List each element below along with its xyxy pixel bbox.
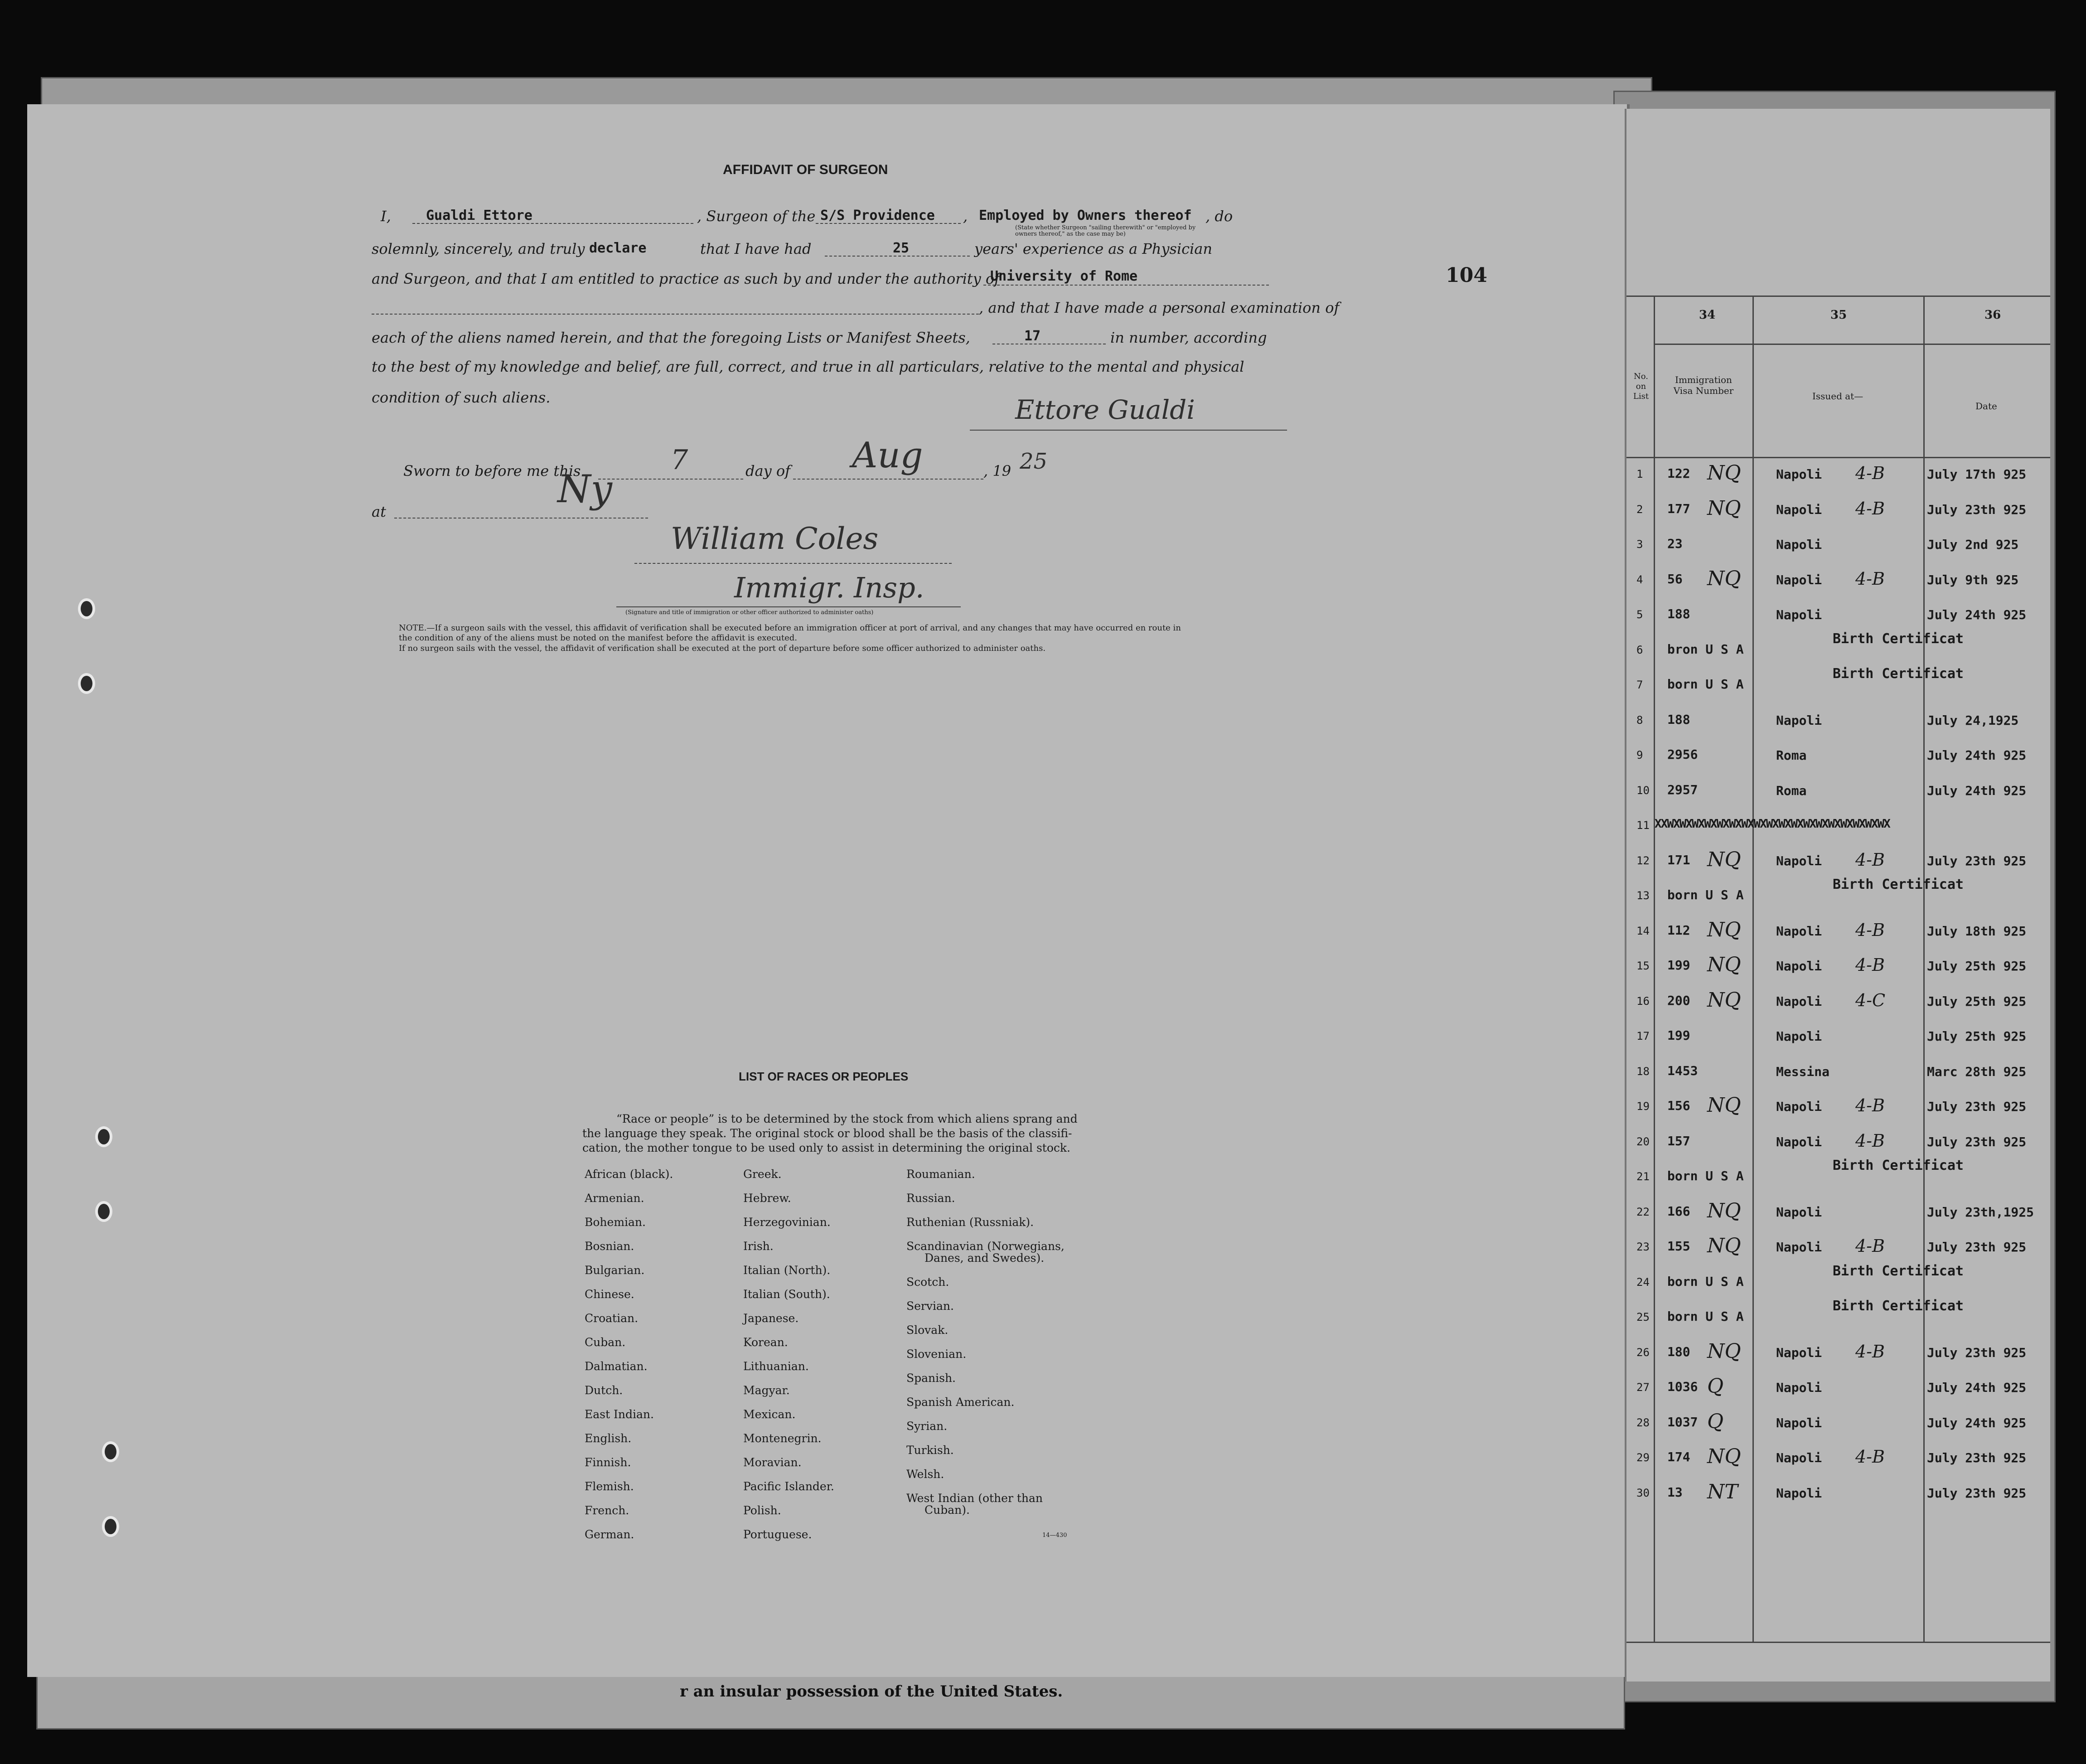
race-entry: Cuban). — [924, 1503, 970, 1517]
visa-number: 188 — [1667, 606, 1690, 621]
birth-certificate: Birth Certificat — [1833, 1158, 1964, 1173]
race-entry: Italian (North). — [743, 1264, 831, 1277]
sworn-text-a: Sworn to before me this — [403, 462, 581, 480]
visa-date: July 23th,1925 — [1927, 1204, 2034, 1220]
issued-mark: 4-B — [1855, 955, 1885, 975]
row-number: 4 — [1636, 573, 1643, 586]
birth-certificate: Birth Certificat — [1833, 630, 1964, 647]
visa-date: July 23th 925 — [1927, 1099, 2027, 1114]
manifest-top-rule — [1626, 296, 2050, 297]
visa-number: 166 — [1667, 1203, 1690, 1219]
officer-signature: William Coles — [671, 521, 879, 556]
manifest-page — [1625, 109, 2050, 1682]
race-entry: Croatian. — [585, 1312, 639, 1325]
issued-mark: 4-B — [1855, 498, 1885, 519]
race-entry: German. — [585, 1528, 634, 1541]
visa-number: 199 — [1667, 1028, 1690, 1043]
visa-date: July 24,1925 — [1927, 712, 2019, 728]
row-number: 3 — [1636, 538, 1643, 551]
col-number-34: 34 — [1699, 308, 1716, 322]
sworn-text-b: day of — [745, 462, 790, 480]
affidavit-line3: and Surgeon, and that I am entitled to practice as such by and under the authority of — [372, 270, 1000, 287]
surgeon-signature: Ettore Gualdi — [1015, 394, 1195, 425]
visa-number: 122 — [1667, 466, 1690, 481]
race-entry: Magyar. — [743, 1384, 790, 1397]
visa-number: born U S A — [1667, 1274, 1744, 1289]
race-entry: East Indian. — [585, 1408, 654, 1421]
row-number: 17 — [1636, 1030, 1650, 1042]
authority-line — [983, 285, 1269, 286]
affidavit-line2-a: solemnly, sincerely, and truly — [372, 240, 585, 257]
header-visa-number: Immigration Visa Number — [1673, 374, 1734, 396]
row-number: 1 — [1636, 468, 1643, 480]
issued-mark: 4-C — [1855, 990, 1886, 1010]
visa-number: 156 — [1667, 1098, 1690, 1113]
punch-hole — [102, 1441, 119, 1462]
punch-hole — [102, 1516, 119, 1537]
punch-hole — [78, 598, 95, 619]
visa-number: 155 — [1667, 1239, 1690, 1254]
manifest-header-rule-2 — [1626, 457, 2050, 458]
officer-title: Immigr. Insp. — [734, 571, 924, 604]
race-entry: Slovak. — [906, 1323, 949, 1337]
at-label: at — [372, 503, 386, 520]
row-number: 23 — [1636, 1241, 1650, 1253]
officer-caption: (Signature and title of immigration or other officer authorized to administer oaths) — [625, 609, 874, 616]
issued-at: Napoli — [1776, 712, 1822, 728]
race-entry: Japanese. — [743, 1312, 799, 1325]
row-number: 20 — [1636, 1135, 1650, 1148]
affidavit-line2-c: years' experience as a Physician — [974, 240, 1212, 257]
visa-date: July 24th 925 — [1927, 1380, 2027, 1395]
birth-certificate: Birth Certificat — [1833, 877, 1964, 892]
affidavit-line5-a: each of the aliens named herein, and that the foregoing Lists or Manifest Sheets, — [372, 329, 970, 346]
ship-line — [816, 223, 961, 224]
years-line — [825, 256, 970, 257]
row-number: 10 — [1636, 784, 1650, 797]
ship-name: S/S Providence — [820, 208, 935, 223]
sworn-text-c: , 19 — [983, 462, 1012, 480]
race-entry: Finnish. — [585, 1456, 631, 1469]
race-entry: English. — [585, 1432, 632, 1445]
visa-mark: NQ — [1707, 988, 1741, 1012]
race-entry: Spanish. — [906, 1371, 956, 1385]
affidavit-line1-b: , — [963, 208, 968, 225]
sworn-day: 7 — [671, 444, 688, 476]
issued-at: Napoli — [1776, 1450, 1822, 1465]
row-number: 21 — [1636, 1170, 1650, 1183]
races-form-code: 14—430 — [1042, 1532, 1067, 1539]
race-entry: Italian (South). — [743, 1288, 830, 1301]
note-line-3: If no surgeon sails with the vessel, the affidavit of verification shall be executed at the port of departure before some officer authorized to administer oaths. — [399, 644, 1046, 653]
manifest-col-divider — [1923, 296, 1925, 1642]
row-number: 22 — [1636, 1205, 1650, 1218]
surgeon-name-line — [412, 223, 693, 224]
visa-number: born U S A — [1667, 887, 1744, 902]
visa-mark: NQ — [1707, 1234, 1741, 1257]
visa-date: July 23th 925 — [1927, 502, 2027, 517]
race-entry: Welsh. — [906, 1468, 944, 1481]
affidavit-line1-a: , Surgeon of the — [697, 208, 816, 225]
row-number: 11 — [1636, 819, 1650, 832]
cancelled-row-marks: XXWXWXWXWXWXWXWXWXWXWXWXWXWXWXWXWXWXWX — [1655, 817, 1890, 831]
row-number: 27 — [1636, 1381, 1650, 1394]
authority-name: University of Rome — [990, 268, 1138, 284]
race-entry: Lithuanian. — [743, 1360, 809, 1373]
visa-number: bron U S A — [1667, 641, 1744, 657]
affidavit-line2-b: that I have had — [700, 240, 812, 257]
note-line-1: NOTE.—If a surgeon sails with the vessel, this affidavit of verification shall be executed before an immigration officer at port of arrival, and any changes that may have occurred en route in — [399, 623, 1181, 633]
race-entry: Scotch. — [906, 1275, 949, 1289]
birth-certificate: Birth Certificat — [1833, 1298, 1964, 1314]
race-entry: Montenegrin. — [743, 1432, 822, 1445]
sworn-month-line — [793, 479, 983, 480]
issued-at: Napoli — [1776, 1204, 1822, 1220]
visa-date: July 9th 925 — [1927, 572, 2019, 587]
row-number: 19 — [1636, 1100, 1650, 1113]
race-entry: Spanish American. — [906, 1396, 1015, 1409]
affidavit-page — [27, 104, 1630, 1677]
signature-line — [970, 430, 1287, 431]
issued-mark: 4-B — [1855, 1130, 1885, 1151]
visa-date: July 23th 925 — [1927, 1450, 2027, 1465]
issued-mark: 4-B — [1855, 920, 1885, 940]
note-line-2: the condition of any of the aliens must be noted on the manifest before the affidavit is executed. — [399, 633, 797, 643]
issued-at: Napoli — [1776, 959, 1822, 974]
visa-number: 1453 — [1667, 1063, 1698, 1078]
visa-number: 174 — [1667, 1449, 1690, 1464]
row-number: 15 — [1636, 960, 1650, 972]
visa-date: July 25th 925 — [1927, 1029, 2027, 1044]
row-number: 18 — [1636, 1065, 1650, 1078]
affidavit-line4: , and that I have made a personal examination of — [979, 299, 1340, 316]
visa-date: July 25th 925 — [1927, 993, 2027, 1009]
issued-at: Napoli — [1776, 1099, 1822, 1114]
race-entry: Turkish. — [906, 1444, 954, 1457]
race-entry: Syrian. — [906, 1420, 948, 1433]
issued-mark: 4-B — [1855, 1236, 1885, 1256]
visa-number: 177 — [1667, 501, 1690, 516]
race-entry: Chinese. — [585, 1288, 634, 1301]
row-number: 13 — [1636, 889, 1650, 902]
birth-certificate: Birth Certificat — [1833, 1263, 1964, 1279]
visa-number: 199 — [1667, 958, 1690, 973]
race-entry: Slovenian. — [906, 1347, 967, 1361]
row-number: 8 — [1636, 713, 1643, 727]
visa-number: 180 — [1667, 1344, 1690, 1359]
visa-mark: NQ — [1707, 461, 1741, 485]
visa-number: born U S A — [1667, 1309, 1744, 1324]
header-issued-at: Issued at— — [1812, 391, 1863, 402]
at-line — [394, 518, 648, 519]
visa-mark: NQ — [1707, 1445, 1741, 1468]
visa-number: 112 — [1667, 922, 1690, 938]
visa-number: 171 — [1667, 852, 1690, 867]
manifest-header-rule-1 — [1654, 344, 2050, 345]
sheet-count: 17 — [1024, 328, 1041, 344]
birth-certificate: Birth Certificat — [1833, 666, 1964, 682]
issued-at: Napoli — [1776, 923, 1822, 939]
race-entry: Greek. — [743, 1168, 782, 1181]
issued-at: Napoli — [1776, 1345, 1822, 1360]
row-number: 14 — [1636, 924, 1650, 937]
affidavit-line5-b: in number, according — [1110, 329, 1267, 346]
row-number: 30 — [1636, 1486, 1650, 1499]
race-entry: Ruthenian (Russniak). — [906, 1216, 1034, 1229]
issued-at: Napoli — [1776, 853, 1822, 868]
visa-date: July 23th 925 — [1927, 853, 2027, 868]
visa-mark: NQ — [1707, 848, 1741, 871]
row-number: 2 — [1636, 503, 1643, 516]
race-entry: Scandinavian (Norwegians, — [906, 1240, 1065, 1253]
page-number: 104 — [1446, 264, 1487, 287]
races-intro-1: “Race or people” is to be determined by the stock from which aliens sprang and — [616, 1112, 1078, 1125]
visa-date: July 24th 925 — [1927, 783, 2027, 798]
issued-at: Napoli — [1776, 1240, 1822, 1255]
visa-date: July 23th 925 — [1927, 1240, 2027, 1255]
surgeon-name: Gualdi Ettore — [426, 208, 532, 223]
header-date: Date — [1975, 401, 1997, 412]
visa-number: 2956 — [1667, 747, 1698, 762]
visa-number: 13 — [1667, 1484, 1683, 1500]
visa-date: July 18th 925 — [1927, 923, 2027, 939]
row-number: 26 — [1636, 1346, 1650, 1359]
declare-word: declare — [589, 240, 647, 256]
visa-mark: NQ — [1707, 496, 1741, 520]
sworn-year: 25 — [1020, 449, 1048, 474]
officer-line-1 — [634, 563, 952, 564]
visa-date: July 25th 925 — [1927, 959, 2027, 974]
row-number: 28 — [1636, 1416, 1650, 1429]
issued-at: Napoli — [1776, 1485, 1822, 1501]
visa-mark: NQ — [1707, 918, 1741, 941]
issued-at: Napoli — [1776, 1029, 1822, 1044]
race-entry: Irish. — [743, 1240, 774, 1253]
visa-mark: Q — [1707, 1410, 1724, 1433]
issued-at: Roma — [1776, 748, 1807, 763]
issued-mark: 4-B — [1855, 463, 1885, 483]
issued-mark: 4-B — [1855, 1341, 1885, 1362]
visa-number: born U S A — [1667, 1168, 1744, 1183]
manifest-bottom-rule — [1626, 1642, 2050, 1643]
punch-hole — [95, 1201, 112, 1222]
visa-number: 2957 — [1667, 782, 1698, 797]
col-number-36: 36 — [1984, 308, 2001, 322]
visa-number: born U S A — [1667, 677, 1744, 692]
race-entry: Moravian. — [743, 1456, 802, 1469]
manifest-col-divider — [1654, 296, 1655, 1642]
issued-at: Napoli — [1776, 607, 1822, 622]
punch-hole — [95, 1126, 112, 1147]
affidavit-line6: to the best of my knowledge and belief, are full, correct, and true in all particulars, relative to the mental and physical — [372, 358, 1244, 375]
race-entry: Bosnian. — [585, 1240, 634, 1253]
race-entry: Servian. — [906, 1299, 954, 1313]
visa-number: 157 — [1667, 1133, 1690, 1149]
row-number: 25 — [1636, 1311, 1650, 1323]
race-entry: Mexican. — [743, 1408, 796, 1421]
row-number: 24 — [1636, 1275, 1650, 1289]
race-entry: Herzegovinian. — [743, 1216, 831, 1229]
visa-mark: NQ — [1707, 1199, 1741, 1222]
visa-date: July 17th 925 — [1927, 467, 2027, 482]
visa-mark: Q — [1707, 1375, 1724, 1398]
visa-date: July 23th 925 — [1927, 1345, 2027, 1360]
race-entry: Bulgarian. — [585, 1264, 645, 1277]
issued-at: Napoli — [1776, 537, 1822, 552]
employment-note: (State whether Surgeon "sailing therewith" or "employed by owners thereof," as the case may be) — [1015, 224, 1196, 237]
issued-at: Napoli — [1776, 572, 1822, 587]
races-title: LIST OF RACES OR PEOPLES — [739, 1070, 909, 1083]
race-entry: Portuguese. — [743, 1528, 812, 1541]
affidavit-line1-c: , do — [1205, 208, 1233, 225]
race-entry: French. — [585, 1504, 629, 1517]
races-intro-3: cation, the mother tongue to be used only to assist in determining the original stock. — [582, 1141, 1070, 1154]
affidavit-title: AFFIDAVIT OF SURGEON — [723, 162, 888, 177]
affidavit-line1-start: I, — [381, 208, 391, 225]
bottom-strip-text: r an insular possession of the United States. — [680, 1682, 1063, 1701]
issued-mark: 4-B — [1855, 1095, 1885, 1115]
affidavit-line7: condition of such aliens. — [372, 389, 551, 406]
col-number-35: 35 — [1830, 308, 1847, 322]
visa-number: 23 — [1667, 536, 1683, 551]
visa-number: 188 — [1667, 712, 1690, 727]
visa-date: July 24th 925 — [1927, 748, 2027, 763]
row-number: 9 — [1636, 749, 1643, 761]
visa-mark: NQ — [1707, 1094, 1741, 1117]
visa-mark: NT — [1707, 1480, 1738, 1503]
punch-hole — [78, 673, 95, 694]
race-entry: Cuban. — [585, 1336, 626, 1349]
row-number: 16 — [1636, 994, 1650, 1008]
race-entry: Dutch. — [585, 1384, 623, 1397]
race-entry: Dalmatian. — [585, 1360, 648, 1373]
row-number: 6 — [1636, 643, 1643, 656]
years-experience: 25 — [893, 240, 910, 256]
issued-at: Napoli — [1776, 1415, 1822, 1430]
authority-line-2 — [372, 314, 979, 315]
races-intro-2: the language they speak. The original stock or blood shall be the basis of the classifi- — [582, 1127, 1072, 1140]
visa-date: July 23th 925 — [1927, 1134, 2027, 1149]
row-number: 7 — [1636, 678, 1643, 691]
visa-date: July 24th 925 — [1927, 1415, 2027, 1430]
manifest-col-divider — [1752, 296, 1754, 1642]
sworn-month: Aug — [852, 435, 923, 476]
issued-at: Napoli — [1776, 467, 1822, 482]
issued-mark: 4-B — [1855, 849, 1885, 870]
visa-number: 200 — [1667, 993, 1690, 1008]
visa-date: July 24th 925 — [1927, 607, 2027, 622]
visa-number: 56 — [1667, 571, 1683, 586]
visa-date: Marc 28th 925 — [1927, 1064, 2027, 1079]
visa-number: 1036 — [1667, 1379, 1698, 1394]
race-entry: Danes, and Swedes). — [924, 1251, 1045, 1265]
issued-at: Napoli — [1776, 993, 1822, 1009]
row-number: 5 — [1636, 608, 1643, 621]
issued-mark: 4-B — [1855, 1447, 1885, 1467]
race-entry: West Indian (other than — [906, 1492, 1043, 1505]
row-number: 29 — [1636, 1451, 1650, 1464]
visa-date: July 23th 925 — [1927, 1485, 2027, 1501]
header-no-on-list: No. on List — [1633, 372, 1649, 401]
sworn-day-line — [598, 479, 743, 480]
race-entry: Hebrew. — [743, 1192, 791, 1205]
issued-at: Roma — [1776, 783, 1807, 798]
issued-at: Messina — [1776, 1064, 1830, 1079]
race-entry: Flemish. — [585, 1480, 634, 1493]
visa-mark: NQ — [1707, 953, 1741, 976]
issued-at: Napoli — [1776, 1134, 1822, 1149]
race-entry: Roumanian. — [906, 1168, 975, 1181]
sworn-place-mark: Ny — [557, 467, 612, 511]
visa-number: 1037 — [1667, 1414, 1698, 1430]
race-entry: Pacific Islander. — [743, 1480, 834, 1493]
race-entry: Bohemian. — [585, 1216, 646, 1229]
race-entry: Polish. — [743, 1504, 781, 1517]
issued-mark: 4-B — [1855, 568, 1885, 589]
visa-date: July 2nd 925 — [1927, 537, 2019, 552]
visa-mark: NQ — [1707, 567, 1741, 590]
row-number: 12 — [1636, 854, 1650, 867]
issued-at: Napoli — [1776, 502, 1822, 517]
visa-mark: NQ — [1707, 1339, 1741, 1363]
race-entry: Russian. — [906, 1192, 955, 1205]
race-entry: Armenian. — [585, 1192, 644, 1205]
employment-status: Employed by Owners thereof — [979, 208, 1192, 223]
officer-line-2 — [616, 606, 961, 607]
issued-at: Napoli — [1776, 1380, 1822, 1395]
race-entry: Korean. — [743, 1336, 788, 1349]
race-entry: African (black). — [585, 1168, 673, 1181]
